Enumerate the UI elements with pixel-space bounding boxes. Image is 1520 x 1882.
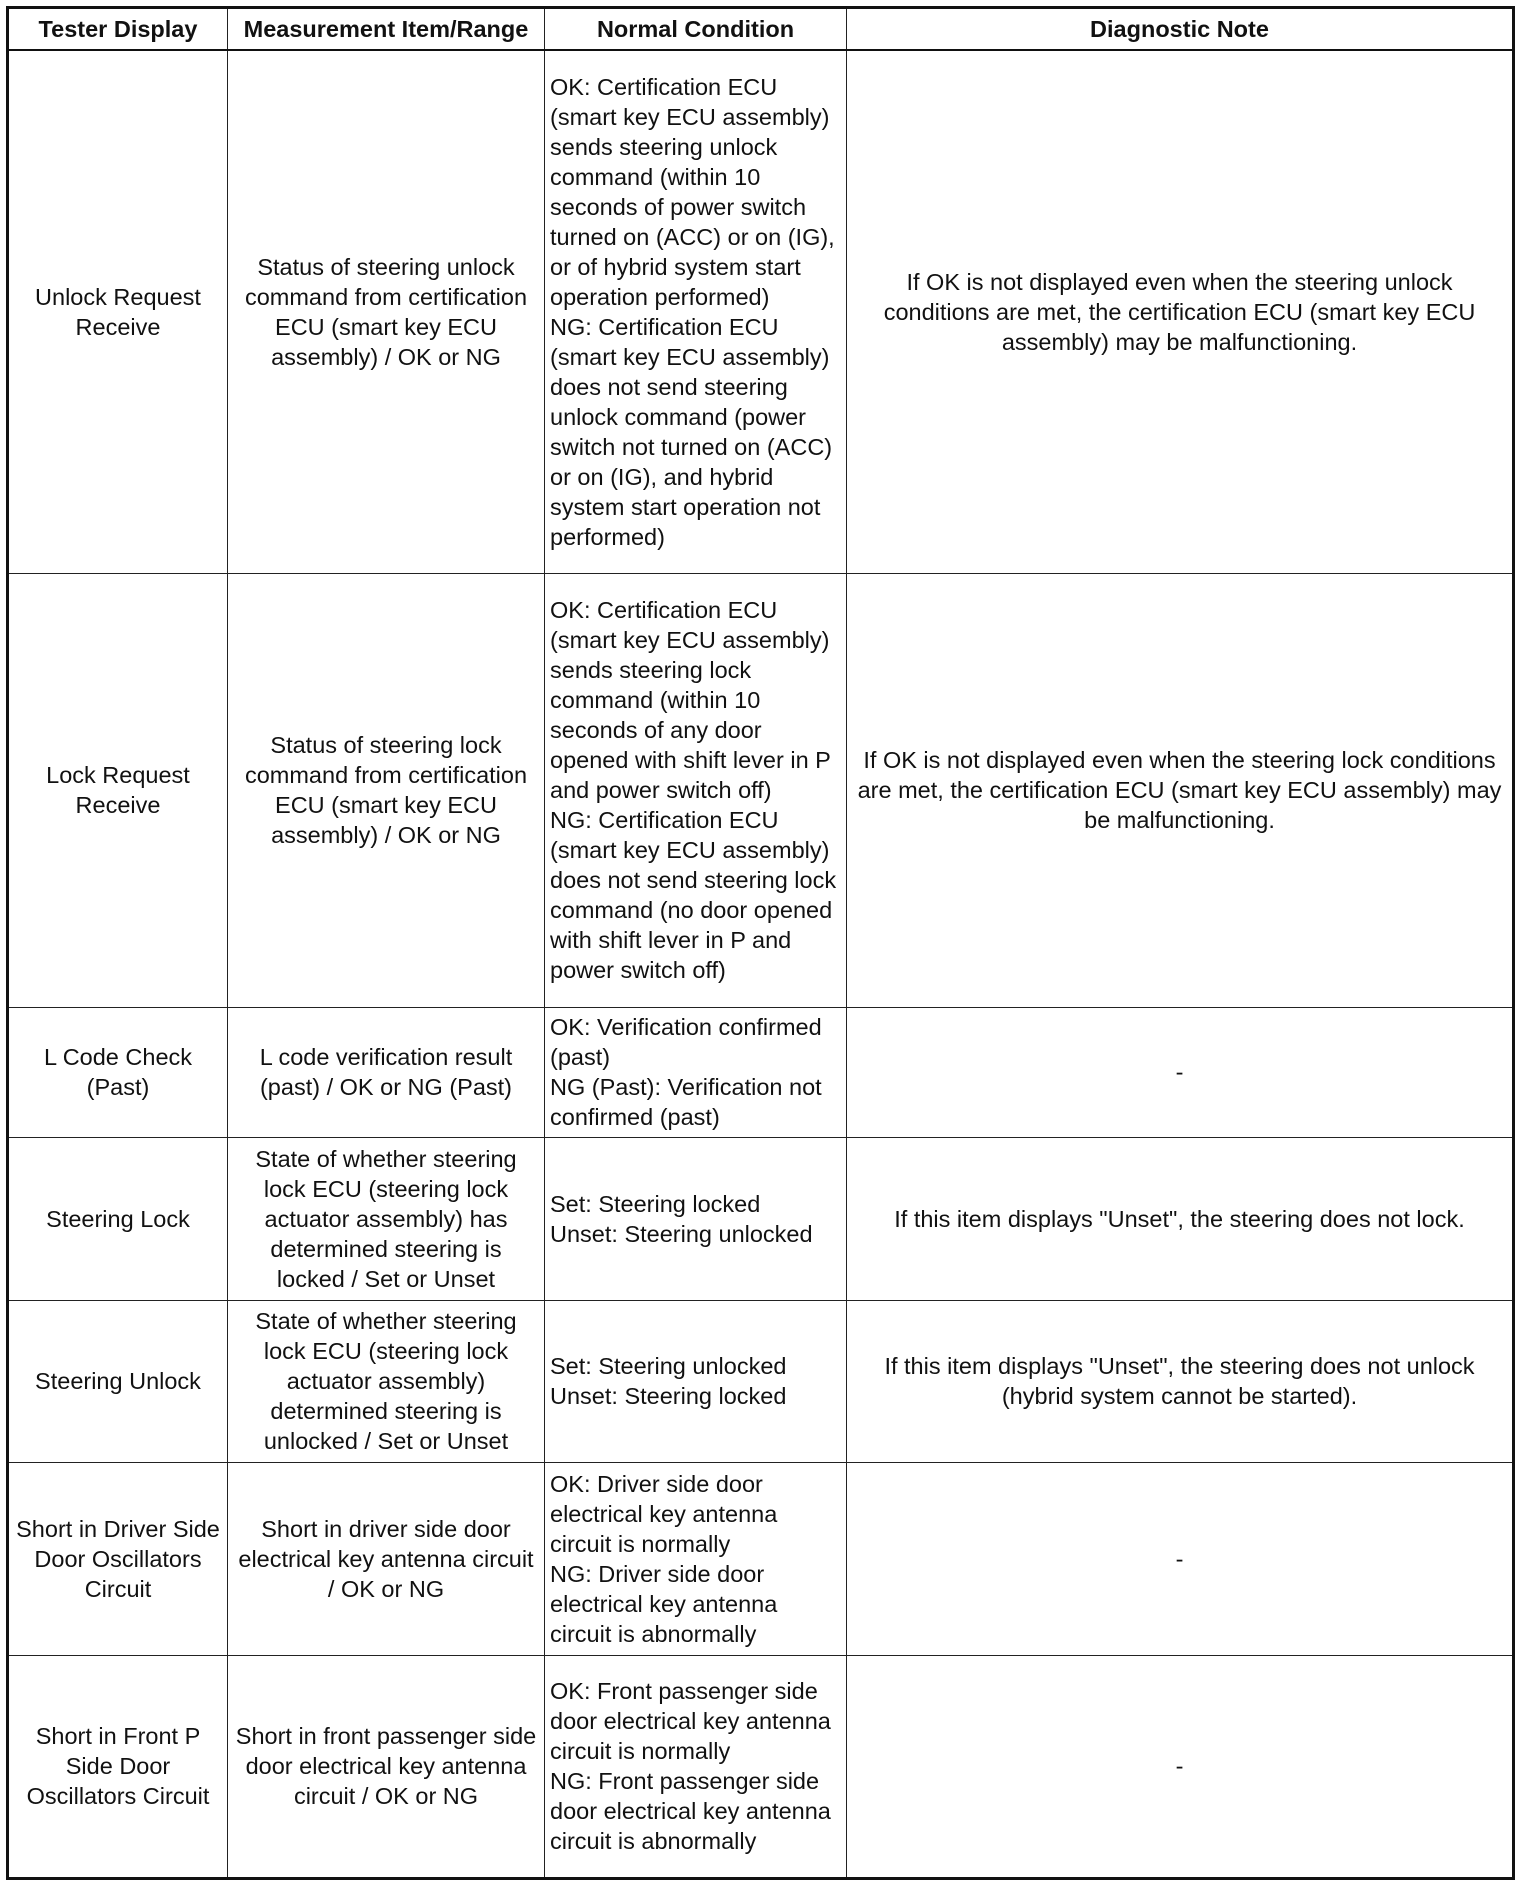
diagnostic-note-cell: -: [847, 1007, 1514, 1137]
normal-condition-cell: [545, 1300, 847, 1462]
table-row: [8, 50, 1514, 573]
tester-display-cell: Steering Unlock: [8, 1300, 228, 1462]
normal-condition-cell: [545, 573, 847, 1007]
normal-ok-text: OK: Certification ECU (smart key ECU assembly) sends steering unlock command (within 10 seconds of power switch turned on (ACC) or on (IG), or of hybrid system start operation performed): [550, 73, 835, 310]
normal-ok-text: OK: Verification confirmed (past): [550, 1014, 822, 1070]
tester-display-cell: L Code Check (Past): [8, 1007, 228, 1137]
diagnostic-note-cell: If this item displays "Unset", the steering does not unlock (hybrid system cannot be started).: [847, 1300, 1514, 1462]
header-tester-display: Tester Display: [8, 8, 228, 51]
normal-ng-text: NG: Certification ECU (smart key ECU assembly) does not send steering unlock command (power switch not turned on (ACC) or on (IG), and hybrid system start operation not performed): [550, 313, 833, 550]
table-row: [8, 1655, 1514, 1878]
normal-ok-text: Set: Steering locked: [550, 1190, 761, 1217]
normal-condition-cell: [545, 50, 847, 573]
header-row: [8, 8, 1514, 51]
diagnostic-note-cell: If this item displays "Unset", the steering does not lock.: [847, 1137, 1514, 1300]
diagnostic-note-cell: -: [847, 1655, 1514, 1878]
header-diagnostic-note: Diagnostic Note: [847, 8, 1514, 51]
table-row: [8, 1300, 1514, 1462]
normal-condition-cell: [545, 1655, 847, 1878]
normal-ok-text: OK: Front passenger side door electrical key antenna circuit is normally: [550, 1678, 831, 1764]
table-row: [8, 1462, 1514, 1655]
normal-ng-text: NG: Driver side door electrical key antenna circuit is abnormally: [550, 1560, 778, 1647]
normal-ok-text: OK: Certification ECU (smart key ECU assembly) sends steering lock command (within 10 seconds of any door opened with shift lever in P and power switch off): [550, 597, 831, 803]
measurement-cell: State of whether steering lock ECU (steering lock actuator assembly) has determined steering is locked / Set or Unset: [228, 1137, 545, 1300]
table-body: [8, 50, 1514, 1878]
tester-display-cell: Lock Request Receive: [8, 573, 228, 1007]
tester-display-cell: Steering Lock: [8, 1137, 228, 1300]
measurement-cell: Status of steering unlock command from certification ECU (smart key ECU assembly) / OK or NG: [228, 50, 545, 573]
measurement-cell: Short in front passenger side door electrical key antenna circuit / OK or NG: [228, 1655, 545, 1878]
table-row: [8, 573, 1514, 1007]
diagnostic-note-cell: If OK is not displayed even when the steering unlock conditions are met, the certification ECU (smart key ECU assembly) may be malfunctioning.: [847, 50, 1514, 573]
measurement-cell: Status of steering lock command from certification ECU (smart key ECU assembly) / OK or NG: [228, 573, 545, 1007]
measurement-cell: L code verification result (past) / OK or NG (Past): [228, 1007, 545, 1137]
header-normal-condition: Normal Condition: [545, 8, 847, 51]
normal-condition-cell: [545, 1007, 847, 1137]
diagnostic-note-cell: If OK is not displayed even when the steering lock conditions are met, the certification ECU (smart key ECU assembly) may be malfunctioning.: [847, 573, 1514, 1007]
tester-display-cell: Unlock Request Receive: [8, 50, 228, 573]
diagnostic-note-cell: -: [847, 1462, 1514, 1655]
measurement-cell: State of whether steering lock ECU (steering lock actuator assembly) determined steering is unlocked / Set or Unset: [228, 1300, 545, 1462]
normal-condition-cell: [545, 1462, 847, 1655]
header-measurement-item: Measurement Item/Range: [228, 8, 545, 51]
tester-display-cell: Short in Driver Side Door Oscillators Circuit: [8, 1462, 228, 1655]
tester-display-cell: Short in Front P Side Door Oscillators Circuit: [8, 1655, 228, 1878]
measurement-cell: Short in driver side door electrical key antenna circuit / OK or NG: [228, 1462, 545, 1655]
normal-ng-text: NG (Past): Verification not confirmed (past): [550, 1074, 822, 1130]
normal-ok-text: OK: Driver side door electrical key antenna circuit is normally: [550, 1470, 778, 1557]
normal-ng-text: Unset: Steering locked: [550, 1383, 787, 1409]
table-row: [8, 1007, 1514, 1137]
normal-ng-text: NG: Certification ECU (smart key ECU assembly) does not send steering lock command (no door opened with shift lever in P and power switch off): [550, 807, 837, 983]
table-row: [8, 1137, 1514, 1300]
normal-ng-text: Unset: Steering unlocked: [550, 1220, 813, 1247]
normal-condition-cell: [545, 1137, 847, 1300]
normal-ok-text: Set: Steering unlocked: [550, 1353, 787, 1379]
normal-ng-text: NG: Front passenger side door electrical key antenna circuit is abnormally: [550, 1768, 831, 1854]
data-list-table: [6, 6, 1515, 1880]
table-header: [8, 8, 1514, 51]
